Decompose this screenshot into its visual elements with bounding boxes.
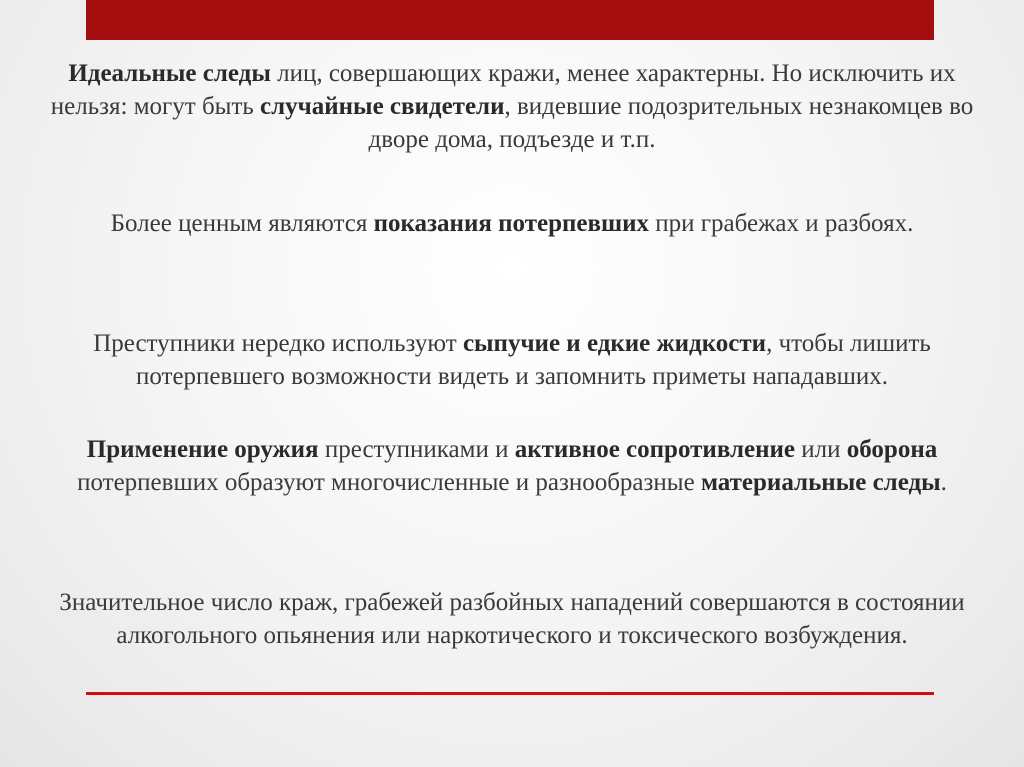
text-regular: потерпевших образуют многочисленные и разнообразные <box>77 469 701 496</box>
text-bold: активное сопротивление <box>514 436 796 463</box>
paragraph-caustic-substances <box>36 327 988 393</box>
text-bold: Применение оружия <box>86 436 319 463</box>
text-regular: , видевшие подозрительных незнакомцев во дворе дома, подъезде и т.п. <box>368 93 974 153</box>
text-regular: преступниками и <box>318 436 515 463</box>
text-bold: Идеальные следы <box>68 60 271 87</box>
text-regular: Более ценным являются <box>110 210 374 237</box>
text-bold: случайные свидетели <box>260 93 505 120</box>
text-bold: оборона <box>846 436 938 463</box>
text-regular: при грабежах и разбоях. <box>649 210 914 237</box>
paragraph-intoxication <box>36 586 988 652</box>
text-regular: . <box>940 469 947 496</box>
paragraph-weapons-resistance <box>36 433 988 499</box>
text-bold: сыпучие и едкие жидкости <box>462 330 767 357</box>
text-bold: материальные следы <box>700 469 941 496</box>
text-regular: Преступники нередко используют <box>93 330 463 357</box>
paragraph-victim-testimony <box>36 207 988 240</box>
text-bold: показания потерпевших <box>373 210 650 237</box>
bottom-divider-line <box>86 692 934 695</box>
text-regular: , чтобы лишить потерпевшего возможности видеть и запомнить приметы нападавших. <box>135 330 931 390</box>
paragraph-ideal-traces <box>36 57 988 156</box>
text-regular: Значительное число краж, грабежей разбойных нападений совершаются в состоянии алкогольного опьянения или наркотического и токсического возбуждения. <box>59 589 965 649</box>
text-regular: лиц, совершающих кражи, менее характерны. Но исключить их нельзя: могут быть <box>50 60 956 120</box>
text-regular: или <box>795 436 847 463</box>
top-accent-bar <box>86 0 934 40</box>
